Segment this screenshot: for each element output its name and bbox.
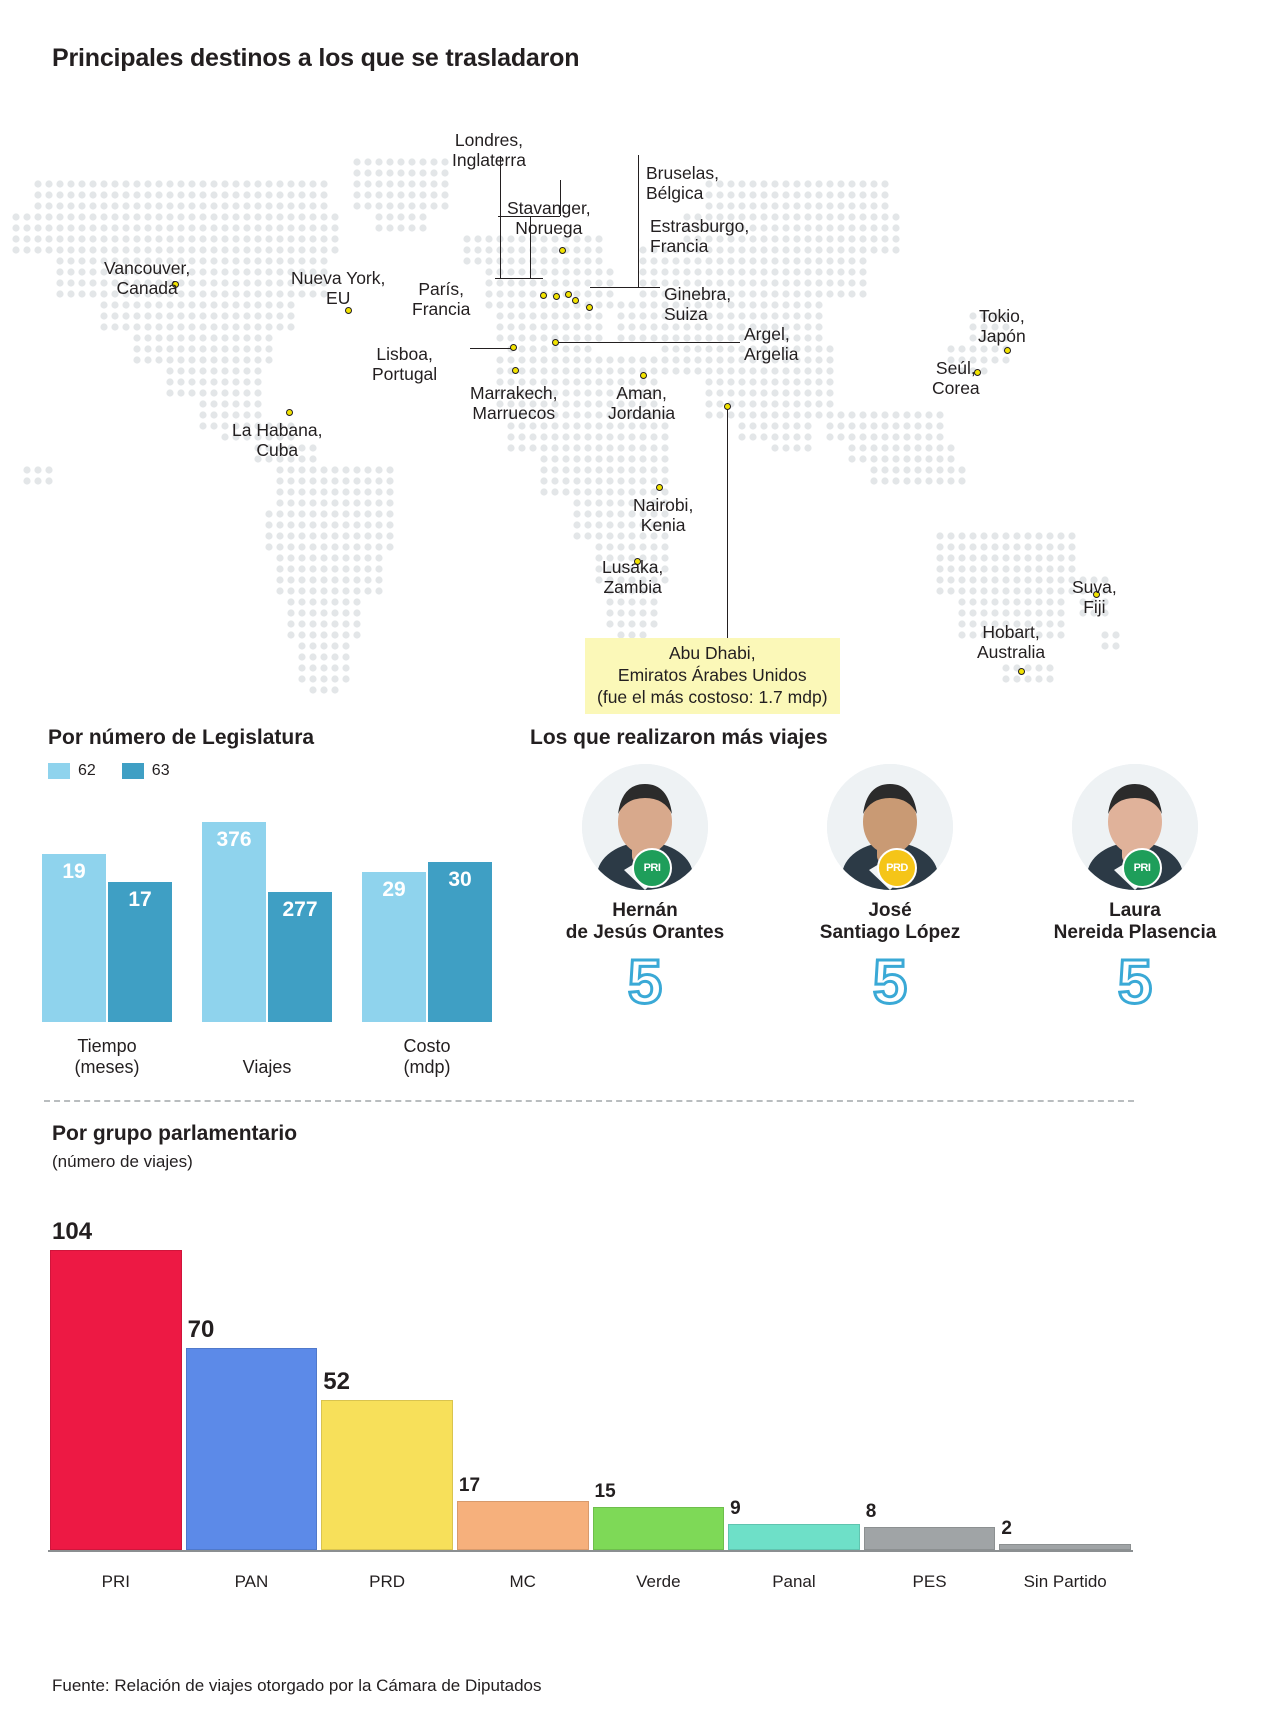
map-label-14 <box>602 557 663 597</box>
map-label-line: Hobart, <box>982 622 1040 642</box>
map-label-9 <box>664 284 731 324</box>
map-label-line: Lisboa, <box>376 344 433 364</box>
party-category-pes: PES <box>912 1572 947 1591</box>
party-bar-value-panal: 9 <box>730 1498 741 1520</box>
section-divider <box>44 1100 1134 1102</box>
map-label-line: Cuba <box>256 440 299 460</box>
legislature-chart-section <box>0 718 520 1088</box>
party-bar-pri <box>50 1250 182 1550</box>
party-bar-value-pan: 70 <box>187 1316 215 1344</box>
map-label-15 <box>978 306 1026 346</box>
city-dot-londres <box>540 292 547 299</box>
map-label-line: Inglaterra <box>452 150 526 170</box>
city-dot-nairobi <box>656 484 663 491</box>
party-bar-value-pri: 104 <box>52 1218 93 1245</box>
map-label-line: Seúl, <box>935 358 976 378</box>
map-label-18 <box>977 622 1045 662</box>
map-label-1 <box>291 268 385 308</box>
world-map-section <box>0 80 1280 710</box>
legislature-bar-costo-62 <box>362 872 426 1022</box>
city-dot-lisboa <box>510 344 517 351</box>
party-title: Por grupo parlamentario <box>52 1122 298 1145</box>
leader-line-argel <box>555 342 740 343</box>
legislature-title: Por número de Legislatura <box>48 726 315 749</box>
party-badge-pri: PRI <box>1122 848 1162 888</box>
map-label-line: Canadá <box>116 278 178 298</box>
party-category-prd: PRD <box>369 1572 406 1591</box>
traveler-name-line: Hernán <box>612 900 678 921</box>
legislature-legend <box>48 762 188 780</box>
traveler-name-line: Nereida Plasencia <box>1053 922 1217 943</box>
map-label-0 <box>104 258 190 298</box>
city-dot-ginebra <box>586 304 593 311</box>
bar-value: 29 <box>382 878 406 901</box>
map-label-line: Argelia <box>744 344 799 364</box>
map-label-line: Londres, <box>454 130 524 150</box>
map-label-5 <box>412 279 470 319</box>
map-label-line: Lusaka, <box>602 557 664 577</box>
party-category-mc: MC <box>509 1572 536 1591</box>
map-label-3 <box>452 130 526 170</box>
party-bar-panal <box>728 1524 860 1550</box>
map-label-line: Stavanger, <box>507 198 591 218</box>
map-label-line: Corea <box>932 378 980 398</box>
party-badge-pri: PRI <box>632 848 672 888</box>
avatar <box>827 764 953 890</box>
party-bar-pes <box>864 1527 996 1550</box>
category-label-line: Viajes <box>242 1057 292 1077</box>
map-label-line: Marruecos <box>472 403 556 423</box>
legend-label-63: 63 <box>151 762 170 779</box>
map-label-7 <box>646 163 719 203</box>
map-label-line: Tokio, <box>978 306 1025 326</box>
map-label-13 <box>633 495 693 535</box>
party-group-chart-section <box>0 1118 1280 1618</box>
bar-value: 277 <box>282 898 318 921</box>
avatar <box>1072 764 1198 890</box>
traveler-name-line: Laura <box>1109 900 1161 921</box>
map-label-line: Bélgica <box>646 183 704 203</box>
map-label-17 <box>1072 577 1117 617</box>
party-bar-pan <box>186 1348 318 1550</box>
traveler-trip-count: 5 <box>872 948 908 1017</box>
legislature-bar-viajes-62 <box>202 822 266 1022</box>
top-travelers-section <box>520 718 1280 1088</box>
bar-value: 17 <box>128 888 152 911</box>
legislature-bars <box>42 800 512 1080</box>
party-category-sin-partido: Sin Partido <box>1023 1572 1107 1591</box>
party-category-verde: Verde <box>636 1572 681 1591</box>
map-label-line: Suiza <box>664 304 708 324</box>
callout-line-3: (fue el más costoso: 1.7 mdp) <box>597 687 828 707</box>
legislature-bar-viajes-63 <box>268 892 332 1022</box>
map-label-10 <box>744 324 798 364</box>
traveler-trip-count: 5 <box>627 948 663 1017</box>
legislature-bar-tiempo-62 <box>42 854 106 1022</box>
map-label-16 <box>932 358 980 398</box>
city-dot-aman <box>640 372 647 379</box>
map-label-line: Kenia <box>640 515 686 535</box>
traveler-card-0 <box>530 764 760 1016</box>
category-label-line: Tiempo <box>77 1036 137 1056</box>
city-dot-tokio <box>1004 347 1011 354</box>
map-label-line: Francia <box>412 299 471 319</box>
leader-line-londres-v <box>500 156 501 278</box>
map-label-line: Aman, <box>616 383 667 403</box>
city-dot-abu-dhabi <box>724 403 731 410</box>
legislature-category-label <box>202 1057 332 1078</box>
leader-line-paris <box>495 278 543 279</box>
map-label-line: Zambia <box>603 577 662 597</box>
traveler-trip-count: 5 <box>1117 948 1153 1017</box>
city-dot-paris <box>553 293 560 300</box>
map-label-11 <box>470 383 558 423</box>
party-bar-prd <box>321 1400 453 1550</box>
map-label-line: Japón <box>978 326 1026 346</box>
party-category-pri: PRI <box>101 1572 130 1591</box>
callout-line-1: Abu Dhabi, <box>668 643 756 663</box>
traveler-name <box>1020 900 1250 944</box>
bar-value: 30 <box>448 868 472 891</box>
map-label-line: Vancouver, <box>104 258 191 278</box>
party-axis-line <box>48 1550 1133 1552</box>
party-bar-value-prd: 52 <box>323 1368 350 1395</box>
party-bar-value-pes: 8 <box>865 1500 877 1522</box>
map-label-line: Nueva York, <box>291 268 386 288</box>
party-bars <box>48 1214 1133 1604</box>
leader-line-bruselas-v <box>638 155 639 287</box>
legend-swatch-62 <box>48 763 70 779</box>
city-dot-marrakech <box>512 367 519 374</box>
legislature-bar-tiempo-63 <box>108 882 172 1022</box>
traveler-card-2 <box>1020 764 1250 1016</box>
legislature-category-label <box>362 1036 492 1078</box>
map-label-line: Jordania <box>608 403 676 423</box>
map-label-6 <box>372 344 437 384</box>
map-label-line: Australia <box>977 642 1046 662</box>
map-label-line: Francia <box>650 236 709 256</box>
map-label-line: París, <box>418 279 465 299</box>
map-label-line: Ginebra, <box>664 284 732 304</box>
map-label-line: Estrasburgo, <box>650 216 750 236</box>
leader-line-abudhabi <box>727 408 728 648</box>
leader-line-ginebra <box>590 287 660 288</box>
traveler-name-line: de Jesús Orantes <box>565 922 725 943</box>
map-label-2 <box>232 420 323 460</box>
category-label-line: (mdp) <box>403 1057 451 1077</box>
city-dot-la-habana <box>286 409 293 416</box>
source-note: Fuente: Relación de viajes otorgado por la Cámara de Diputados <box>52 1676 542 1695</box>
map-label-12 <box>608 383 675 423</box>
map-label-line: Bruselas, <box>646 163 719 183</box>
party-category-pan: PAN <box>234 1572 269 1591</box>
party-bar-value-mc: 17 <box>458 1474 481 1496</box>
leader-line-lisboa <box>470 348 512 349</box>
map-label-line: Nairobi, <box>633 495 694 515</box>
party-bar-sin-partido <box>999 1544 1131 1550</box>
map-label-line: Marrakech, <box>470 383 558 403</box>
map-label-line: Portugal <box>372 364 438 384</box>
map-label-line: Noruega <box>515 218 583 238</box>
category-label-line: Costo <box>403 1036 451 1056</box>
travelers-title: Los que realizaron más viajes <box>530 726 828 749</box>
legend-swatch-63 <box>122 763 144 779</box>
legend-label-62: 62 <box>78 762 96 779</box>
city-dot-nueva-york <box>345 307 352 314</box>
map-label-line: EU <box>326 288 351 308</box>
traveler-name-line: José <box>868 900 912 921</box>
map-label-line: Suva, <box>1072 577 1117 597</box>
party-category-panal: Panal <box>772 1572 816 1591</box>
page-title: Principales destinos a los que se trasladaron <box>52 44 580 72</box>
legislature-bar-costo-63 <box>428 862 492 1022</box>
city-dot-argel <box>552 339 559 346</box>
legislature-category-label <box>42 1036 172 1078</box>
avatar <box>582 764 708 890</box>
city-dot-stavanger <box>559 247 566 254</box>
bar-value: 376 <box>216 828 252 851</box>
traveler-card-1 <box>775 764 1005 1016</box>
map-label-8 <box>650 216 749 256</box>
party-bar-value-verde: 15 <box>594 1480 616 1502</box>
city-dot-bruselas <box>565 291 572 298</box>
map-label-line: Fiji <box>1083 597 1106 617</box>
callout-abu-dhabi <box>585 638 840 714</box>
traveler-name <box>530 900 760 944</box>
traveler-name <box>775 900 1005 944</box>
party-bar-value-sin-partido: 2 <box>1001 1518 1012 1539</box>
category-label-line: (meses) <box>74 1057 140 1077</box>
city-dot-hobart <box>1018 668 1025 675</box>
bar-value: 19 <box>62 860 86 883</box>
map-label-line: La Habana, <box>232 420 323 440</box>
party-bar-mc <box>457 1501 589 1550</box>
party-subtitle: (número de viajes) <box>52 1152 193 1171</box>
callout-line-2: Emiratos Árabes Unidos <box>617 665 807 685</box>
party-bar-verde <box>593 1507 725 1550</box>
party-badge-prd: PRD <box>877 848 917 888</box>
map-label-4 <box>507 198 591 238</box>
city-dot-estrasburgo <box>572 297 579 304</box>
traveler-name-line: Santiago López <box>819 922 961 943</box>
map-label-line: Argel, <box>744 324 790 344</box>
